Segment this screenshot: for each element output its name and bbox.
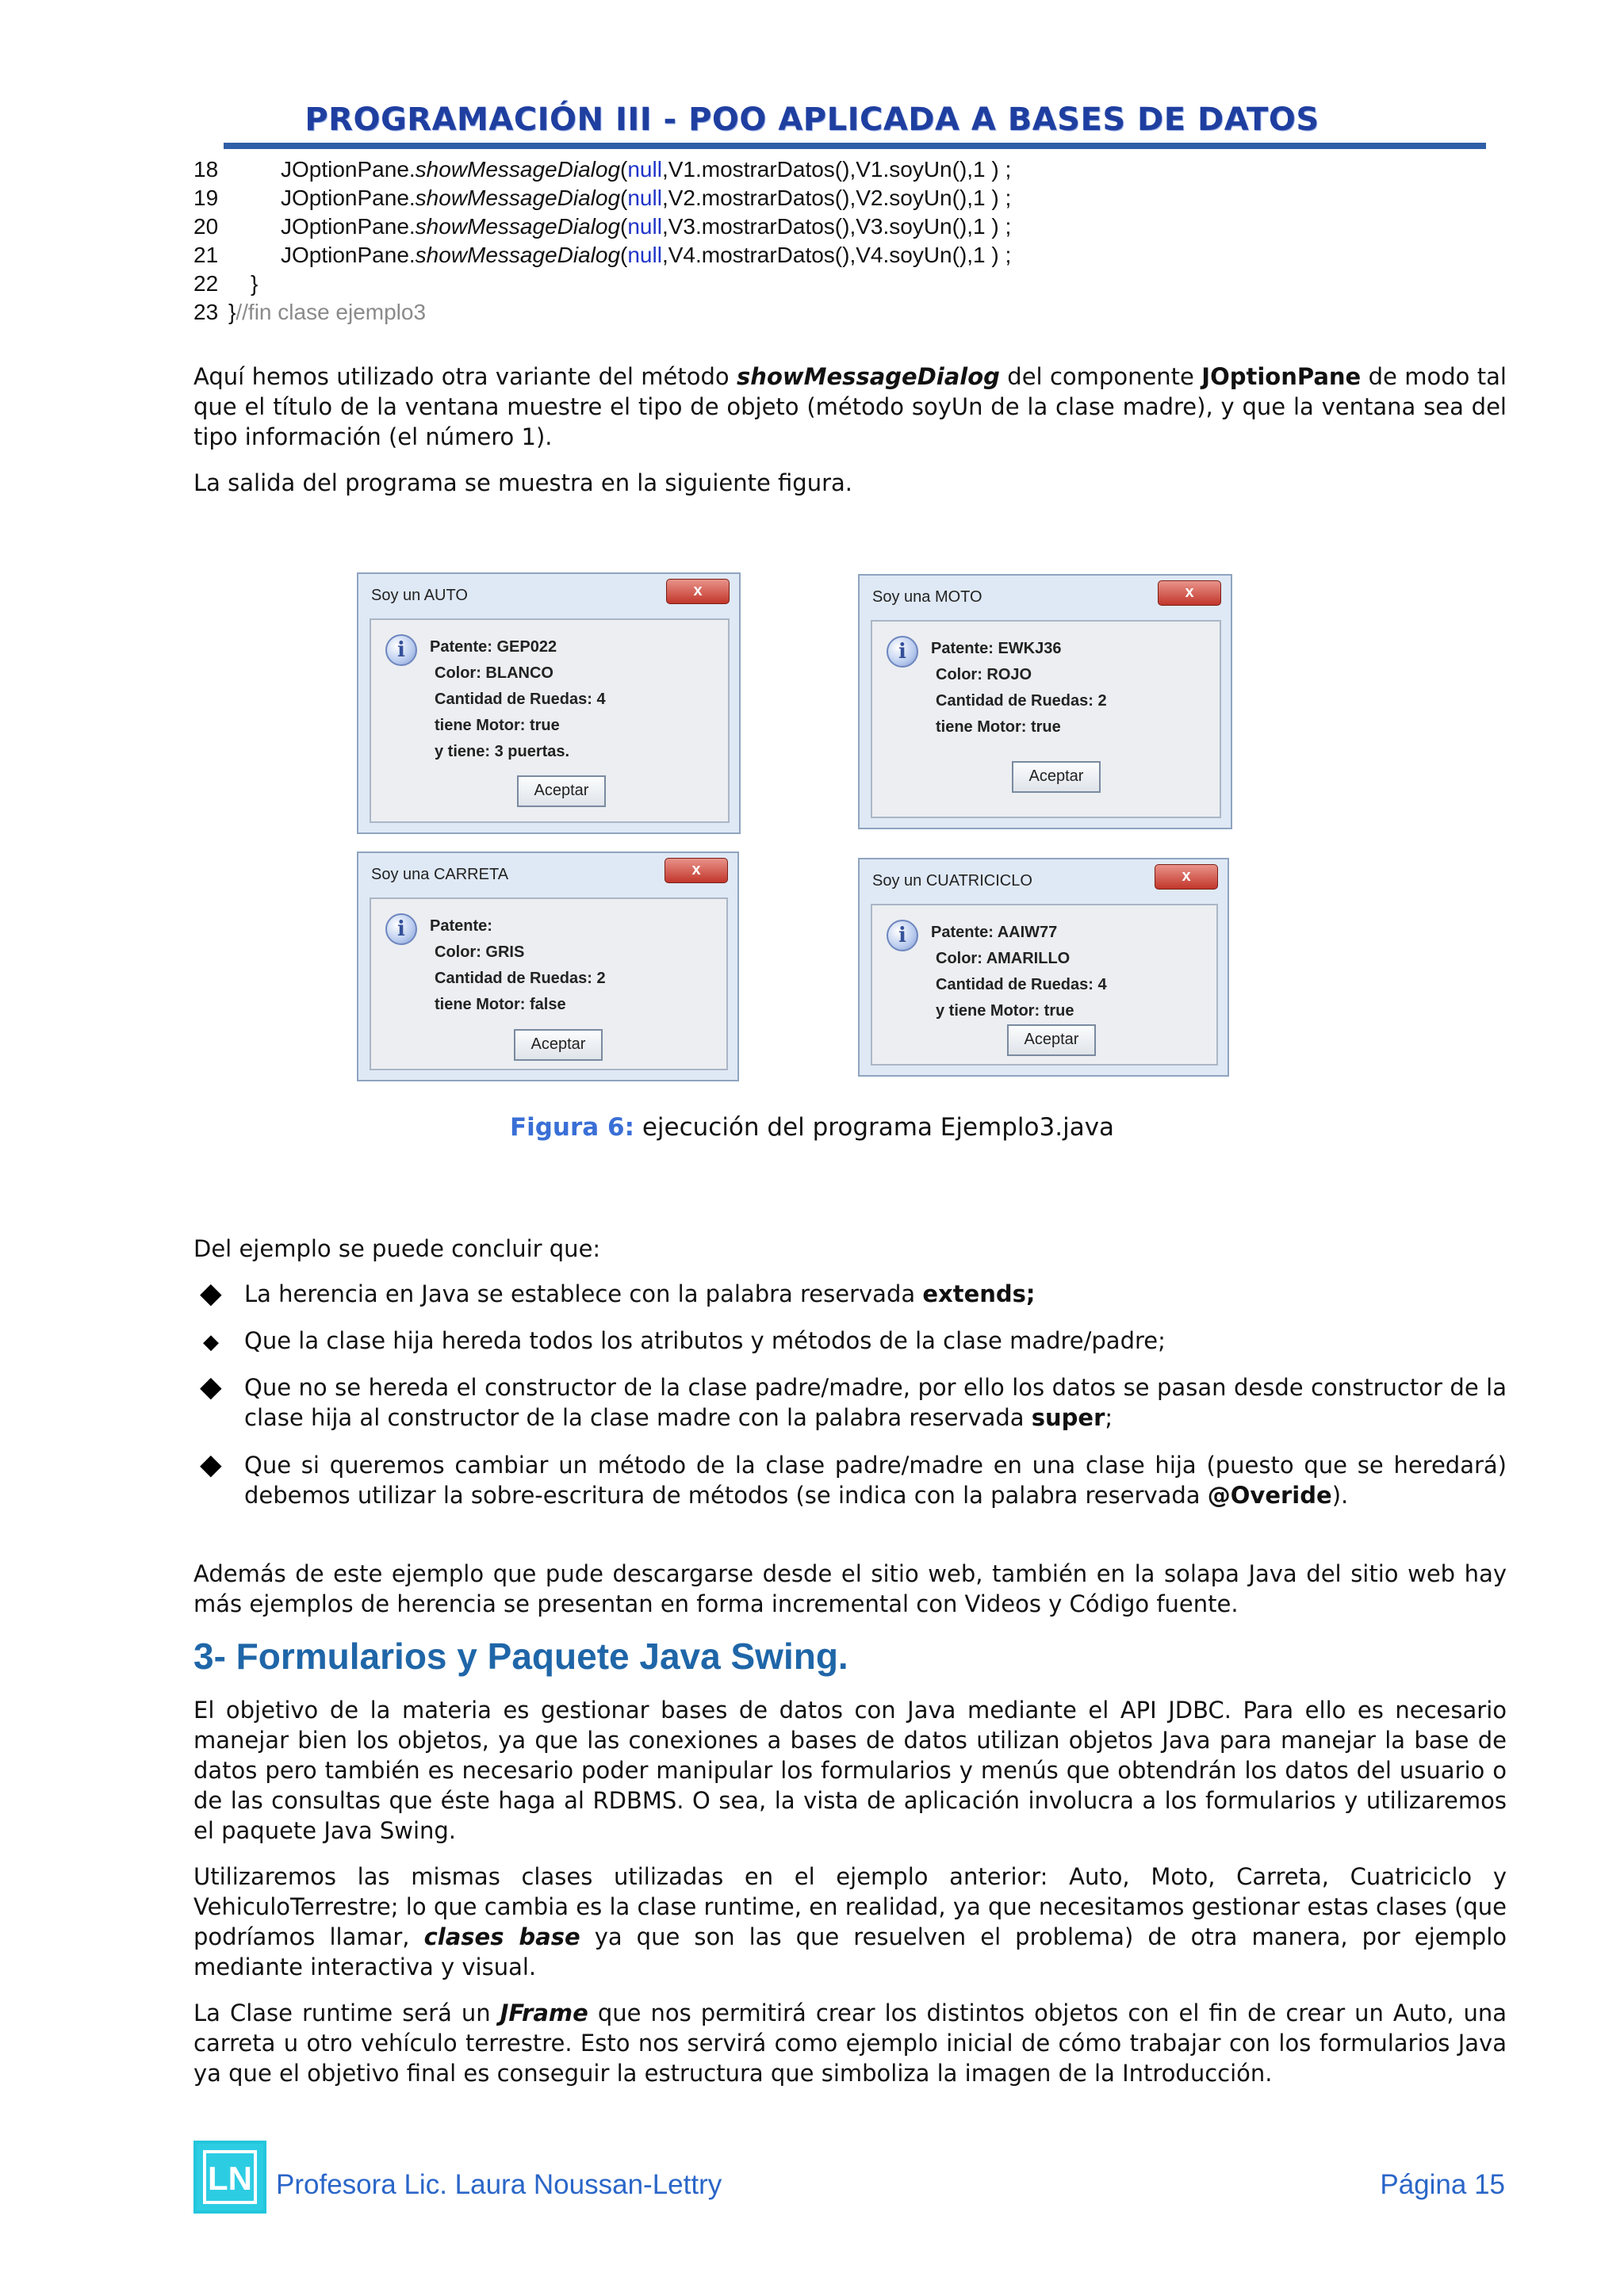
dialog-message: Patente: Color: GRIS Cantidad de Ruedas: 2 tiene Motor: false bbox=[430, 917, 606, 1013]
page-header-title: PROGRAMACIÓN III - POO APLICADA A BASES DE DATOS bbox=[304, 101, 1320, 138]
info-icon: i bbox=[887, 920, 918, 951]
dialog-cuatriciclo bbox=[858, 858, 1229, 1077]
close-icon[interactable]: x bbox=[1155, 864, 1218, 890]
intro-paragraph-2: La salida del programa se muestra en la siguiente figura. bbox=[193, 469, 852, 496]
code-line: 20 JOptionPane.showMessageDialog(null,V3.mostrarDatos(),V3.soyUn(),1 ) ; bbox=[193, 214, 1012, 239]
info-icon: i bbox=[887, 636, 918, 668]
dialog-message: Patente: GEP022 Color: BLANCO Cantidad de Ruedas: 4 tiene Motor: true y tiene: 3 puertas. bbox=[430, 638, 606, 760]
diamond-bullet-icon: ◆ bbox=[203, 1330, 219, 1354]
aceptar-button[interactable]: Aceptar bbox=[514, 1029, 603, 1061]
bullet-item: ◆ Que si queremos cambiar un método de la clase padre/madre en una clase hija (puesto que se heredará) debemos utilizar la sobre-escritura de métodos (se indica con la palabra reservada @Overide). bbox=[200, 1448, 1507, 1509]
code-line: 18 JOptionPane.showMessageDialog(null,V1.mostrarDatos(),V1.soyUn(),1 ) ; bbox=[193, 157, 1012, 182]
footer-author: Profesora Lic. Laura Noussan-Lettry bbox=[276, 2169, 722, 2200]
dialog-title: Soy una MOTO bbox=[872, 588, 982, 606]
logo-text: LN bbox=[208, 2160, 252, 2197]
close-icon[interactable]: x bbox=[1158, 580, 1221, 606]
code-line: 22 } bbox=[193, 271, 259, 296]
diamond-bullet-icon: ◆ bbox=[200, 1277, 222, 1310]
dialog-title: Soy una CARRETA bbox=[371, 866, 509, 883]
dialog-moto bbox=[858, 574, 1232, 829]
logo-graphic bbox=[193, 2141, 266, 2214]
section-paragraph-3: La Clase runtime será un JFrame que nos permitirá crear los distintos objetos con el fin de crear un Auto, una carreta u otro vehículo terrestre. Esto nos servirá como ejemplo inicial de cómo trabajar con los formularios Java ya que el objetivo final es conseguir la estructura que simboliza la imagen de la Introducción. bbox=[193, 1999, 1507, 2087]
code-line: 21 JOptionPane.showMessageDialog(null,V4.mostrarDatos(),V4.soyUn(),1 ) ; bbox=[193, 243, 1012, 267]
dialog-message: Patente: AAIW77 Color: AMARILLO Cantidad de Ruedas: 4 y tiene Motor: true bbox=[931, 924, 1107, 1020]
conclusion-intro: Del ejemplo se puede concluir que: bbox=[193, 1235, 601, 1262]
close-icon[interactable]: x bbox=[665, 858, 728, 883]
info-icon: i bbox=[385, 634, 417, 666]
info-icon: i bbox=[385, 913, 417, 945]
bullet-item: ◆ Que no se hereda el constructor de la clase padre/madre, por ello los datos se pasan desde constructor de la clase hija al constructor de la clase madre con la palabra reservada super; bbox=[200, 1371, 1507, 1431]
intro-paragraph: Aquí hemos utilizado otra variante del método showMessageDialog del componente JOptionPane de modo tal que el título de la ventana muestre el tipo de objeto (método soyUn de la clase madre), y que la ventana sea del tipo información (el número 1). bbox=[193, 363, 1507, 450]
aceptar-button[interactable]: Aceptar bbox=[517, 775, 606, 807]
section-paragraph-2: Utilizaremos las mismas clases utilizadas en el ejemplo anterior: Auto, Moto, Carreta, Cuatriciclo y VehiculoTerrestre; lo que cambia es la clase runtime, en realidad, ya que necesitamos gestionar estas clases (que podríamos llamar, clases base ya que son las que resuelven el problema) de otra manera, por ejemplo mediante interactiva y visual. bbox=[193, 1863, 1507, 1980]
code-line: 23 }//fin clase ejemplo3 bbox=[193, 300, 427, 324]
dialog-auto bbox=[357, 572, 741, 834]
section-heading: 3- Formularios y Paquete Java Swing. bbox=[193, 1636, 848, 1677]
footer-page-number: Página 15 bbox=[1380, 2169, 1505, 2200]
aceptar-button[interactable]: Aceptar bbox=[1007, 1024, 1096, 1056]
figure-caption: Figura 6: ejecución del programa Ejemplo3.java bbox=[509, 1113, 1115, 1142]
conclusion-after: Además de este ejemplo que pude descargarse desde el sitio web, también en la solapa Java del sitio web hay más ejemplos de herencia se presentan en forma incremental con Videos y Código fuente. bbox=[193, 1560, 1507, 1617]
dialog-title: Soy un CUATRICICLO bbox=[872, 872, 1032, 890]
diamond-bullet-icon: ◆ bbox=[200, 1371, 222, 1403]
diamond-bullet-icon: ◆ bbox=[200, 1448, 222, 1481]
bullet-item: ◆ La herencia en Java se establece con la palabra reservada extends; bbox=[200, 1277, 1036, 1310]
dialog-carreta bbox=[357, 851, 739, 1081]
section-paragraph-1: El objetivo de la materia es gestionar bases de datos con Java mediante el API JDBC. Para ello es necesario manejar bien los objetos, ya que las conexiones a bases de datos utilizan objetos Java para manejar la base de datos pero también es necesario poder manipular los formularios y menús que obtendrán los datos del usuario o de las consultas que éste haga al RDBMS. O sea, la vista de aplicación involucra a los formularios y utilizaremos el paquete Java Swing. bbox=[193, 1697, 1507, 1844]
dialog-message: Patente: EWKJ36 Color: ROJO Cantidad de Ruedas: 2 tiene Motor: true bbox=[931, 640, 1107, 736]
header-rule bbox=[224, 143, 1486, 149]
dialog-title: Soy un AUTO bbox=[371, 587, 468, 604]
author-logo bbox=[193, 2141, 266, 2214]
code-line: 19 JOptionPane.showMessageDialog(null,V2.mostrarDatos(),V2.soyUn(),1 ) ; bbox=[193, 186, 1012, 210]
bullet-item: ◆ Que la clase hija hereda todos los atributos y métodos de la clase madre/padre; bbox=[203, 1327, 1166, 1354]
code-listing bbox=[193, 155, 1011, 327]
close-icon[interactable]: x bbox=[666, 579, 730, 604]
aceptar-button[interactable]: Aceptar bbox=[1012, 761, 1101, 793]
